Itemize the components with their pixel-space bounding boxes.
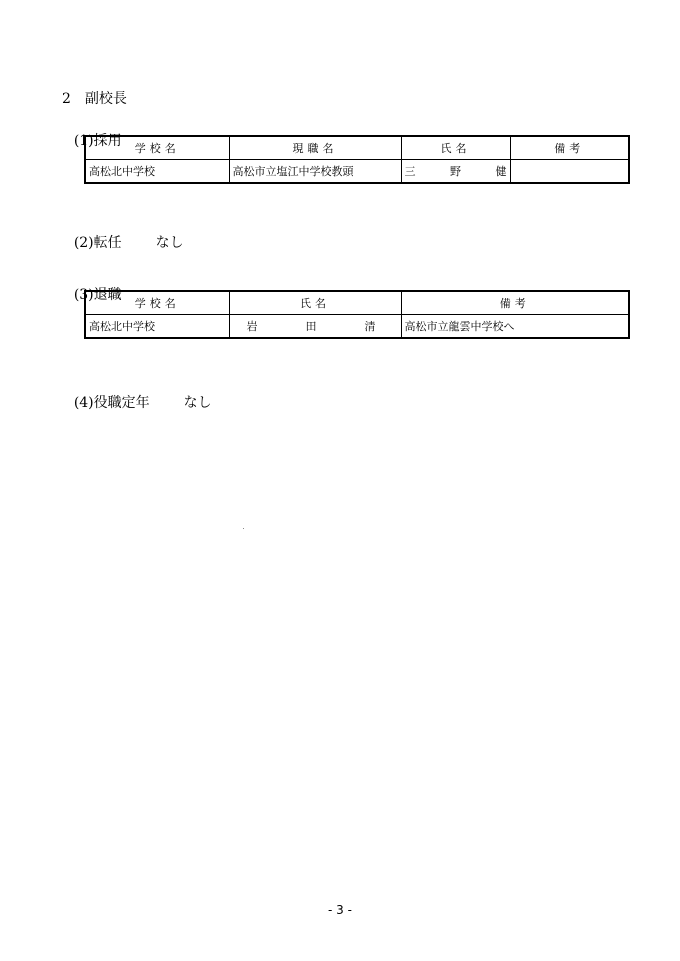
cell-school: 高松北中学校	[85, 160, 229, 184]
page-number: - 3 -	[328, 903, 352, 917]
name-part: 清	[364, 320, 376, 333]
cell-name	[401, 160, 510, 184]
header-remarks: 備考	[401, 291, 629, 315]
subsection-title: 役職定年	[93, 395, 150, 411]
name-part: 健	[495, 165, 507, 178]
table-row	[85, 315, 629, 339]
subsection-number: (2)	[73, 235, 94, 251]
header-name: 氏名	[229, 291, 401, 315]
name-part: 田	[305, 320, 317, 333]
subsection-note: なし	[155, 235, 184, 251]
header-school: 学校名	[85, 136, 229, 160]
hiring-table	[84, 135, 630, 184]
subsection-title: 採用	[93, 133, 122, 149]
cell-current-position: 高松市立塩江中学校教頭	[229, 160, 401, 184]
subsection-transfer	[56, 216, 184, 268]
subsection-number: (1)	[73, 133, 94, 149]
cell-remarks	[510, 160, 629, 184]
cell-remarks: 高松市立龍雲中学校へ	[401, 315, 629, 339]
header-current-position: 現職名	[229, 136, 401, 160]
name-part: 岩	[246, 320, 258, 333]
table-row	[85, 160, 629, 184]
section-title: 2 副校長	[62, 91, 127, 107]
cell-school: 高松北中学校	[85, 315, 229, 339]
header-remarks: 備考	[510, 136, 629, 160]
table-header-row	[85, 291, 629, 315]
subsection-note: なし	[183, 395, 212, 411]
subsection-number: (3)	[73, 287, 94, 303]
name-part: 三	[404, 165, 416, 178]
header-school: 学校名	[85, 291, 229, 315]
subsection-title: 退職	[93, 287, 122, 303]
table-header-row	[85, 136, 629, 160]
retirement-table	[84, 290, 630, 339]
cell-name	[229, 315, 401, 339]
subsection-number: (4)	[73, 395, 94, 411]
subsection-title: 転任	[93, 235, 122, 251]
scan-speck	[243, 528, 244, 529]
name-part: 野	[450, 165, 461, 178]
subsection-mandatory-retirement	[56, 376, 212, 428]
header-name: 氏名	[401, 136, 510, 160]
